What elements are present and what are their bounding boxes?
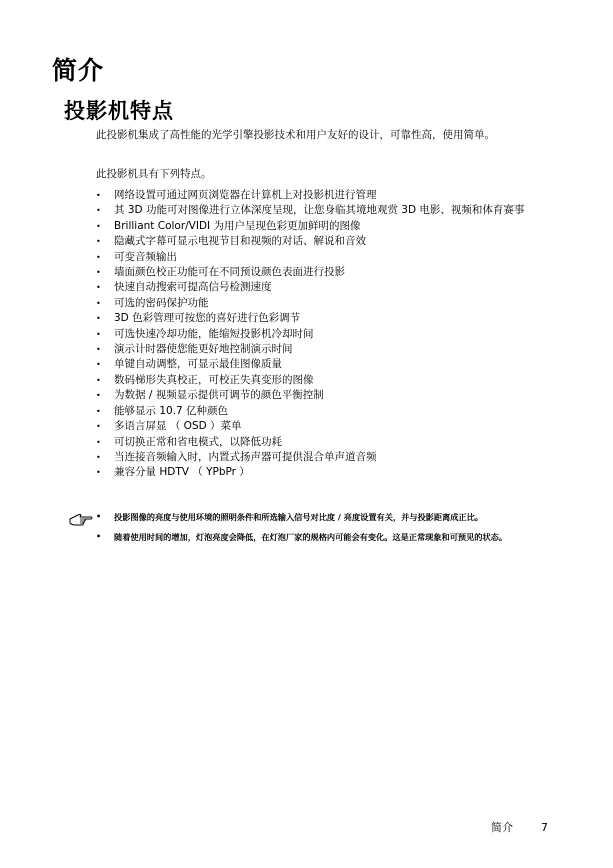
feature-item: • 墙面颜色校正功能可在不同预设颜色表面进行投影 bbox=[96, 265, 556, 280]
feature-item: • 多语言屏显 （ OSD ）菜单 bbox=[96, 419, 556, 434]
note-item: • 随着使用时间的增加，灯泡亮度会降低，在灯泡厂家的规格内可能会有变化。这是正常现象和可预见的状态。 bbox=[96, 531, 556, 543]
note-list bbox=[96, 511, 556, 551]
pointing-hand-icon bbox=[69, 512, 95, 526]
feature-item: • 兼容分量 HDTV （ YPbPr ） bbox=[96, 465, 556, 480]
feature-item: • 为数据 / 视频显示提供可调节的颜色平衡控制 bbox=[96, 388, 556, 403]
feature-item: • 可变音频输出 bbox=[96, 250, 556, 265]
feature-item: • 快速自动搜索可提高信号检测速度 bbox=[96, 280, 556, 295]
feature-item: • 3D 色彩管理可按您的喜好进行色彩调节 bbox=[96, 311, 556, 326]
feature-item: • 隐藏式字幕可显示电视节目和视频的对话、解说和音效 bbox=[96, 234, 556, 249]
feature-item: • 可选快速冷却功能，能缩短投影机冷却时间 bbox=[96, 327, 556, 342]
section-title: 投影机特点 bbox=[64, 99, 174, 123]
feature-item: • 可选的密码保护功能 bbox=[96, 296, 556, 311]
page-number: 7 bbox=[541, 821, 548, 834]
note-item: • 投影图像的亮度与使用环境的照明条件和所选输入信号对比度 / 亮度设置有关，并与投影距离成正比。 bbox=[96, 511, 556, 523]
feature-item: • 演示计时器使您能更好地控制演示时间 bbox=[96, 342, 556, 357]
feature-item: • 当连接音频输入时，内置式扬声器可提供混合单声道音频 bbox=[96, 450, 556, 465]
feature-item: • 能够显示 10.7 亿种颜色 bbox=[96, 404, 556, 419]
features-lead: 此投影机具有下列特点。 bbox=[96, 168, 212, 180]
feature-item: • Brilliant Color/VIDI 为用户呈现色彩更加鲜明的图像 bbox=[96, 219, 556, 234]
feature-item: • 其 3D 功能可对图像进行立体深度呈现，让您身临其境地观赏 3D 电影、视频和体育赛事 bbox=[96, 203, 556, 218]
feature-item: • 网络设置可通过网页浏览器在计算机上对投影机进行管理 bbox=[96, 188, 556, 203]
footer-section-label: 简介 bbox=[491, 821, 513, 834]
feature-list bbox=[96, 188, 556, 481]
intro-paragraph: 此投影机集成了高性能的光学引擎投影技术和用户友好的设计，可靠性高，使用简单。 bbox=[96, 129, 495, 141]
feature-item: • 可切换正常和省电模式，以降低功耗 bbox=[96, 435, 556, 450]
feature-item: • 单键自动调整，可显示最佳图像质量 bbox=[96, 357, 556, 372]
feature-item: • 数码梯形失真校正，可校正失真变形的图像 bbox=[96, 373, 556, 388]
chapter-title: 简介 bbox=[52, 56, 105, 85]
